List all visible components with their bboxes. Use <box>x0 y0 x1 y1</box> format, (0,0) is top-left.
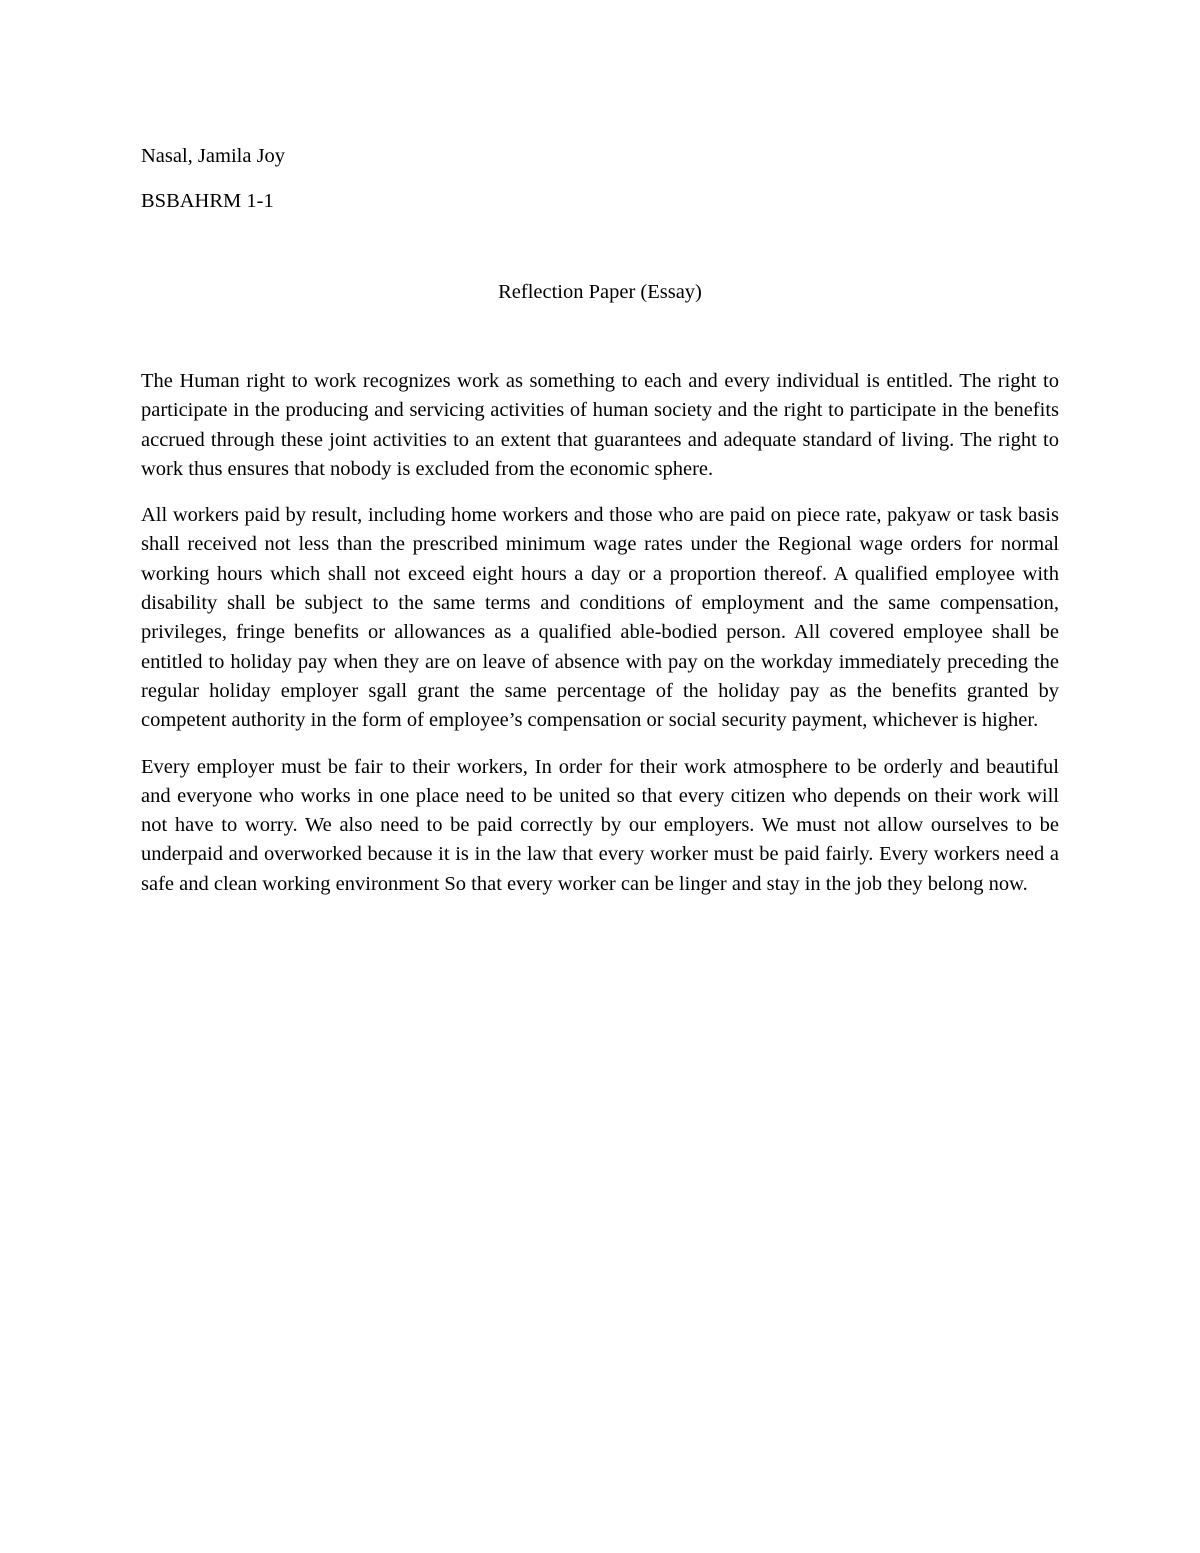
author-name: Nasal, Jamila Joy <box>141 145 286 167</box>
essay-paragraph-1: The Human right to work recognizes work as something to each and every individual is entitled. The right to participate in the producing and servicing activities of human society and the right to participate in the benefits accrued through these joint activities to an extent that guarantees and adequate standard of living. The right to work thus ensures that nobody is excluded from the economic sphere. <box>141 370 1059 480</box>
document-title: Reflection Paper (Essay) <box>498 281 702 303</box>
essay-paragraph-3: Every employer must be fair to their workers, In order for their work atmosphere to be orderly and beautiful and everyone who works in one place need to be united so that every citizen who depends on their work will not have to worry. We also need to be paid correctly by our employers. We must not allow ourselves to be underpaid and overworked because it is in the law that every worker must be paid fairly. Every workers need a safe and clean working environment So that every worker can be linger and stay in the job they belong now. <box>141 755 1059 895</box>
essay-body <box>141 367 1059 916</box>
course-section: BSBAHRM 1-1 <box>141 190 274 212</box>
essay-paragraph-2: All workers paid by result, including home workers and those who are paid on piece rate, pakyaw or task basis shall received not less than the prescribed minimum wage rates under the Regional wage orders for normal working hours which shall not exceed eight hours a day or a proportion thereof. A qualified employee with disability shall be subject to the same terms and conditions of employment and the same compensation, privileges, fringe benefits or allowances as a qualified able-bodied person. All covered employee shall be entitled to holiday pay when they are on leave of absence with pay on the workday immediately preceding the regular holiday employer sgall grant the same percentage of the holiday pay as the benefits granted by competent authority in the form of employee’s compensation or social security payment, whichever is higher. <box>141 504 1059 732</box>
